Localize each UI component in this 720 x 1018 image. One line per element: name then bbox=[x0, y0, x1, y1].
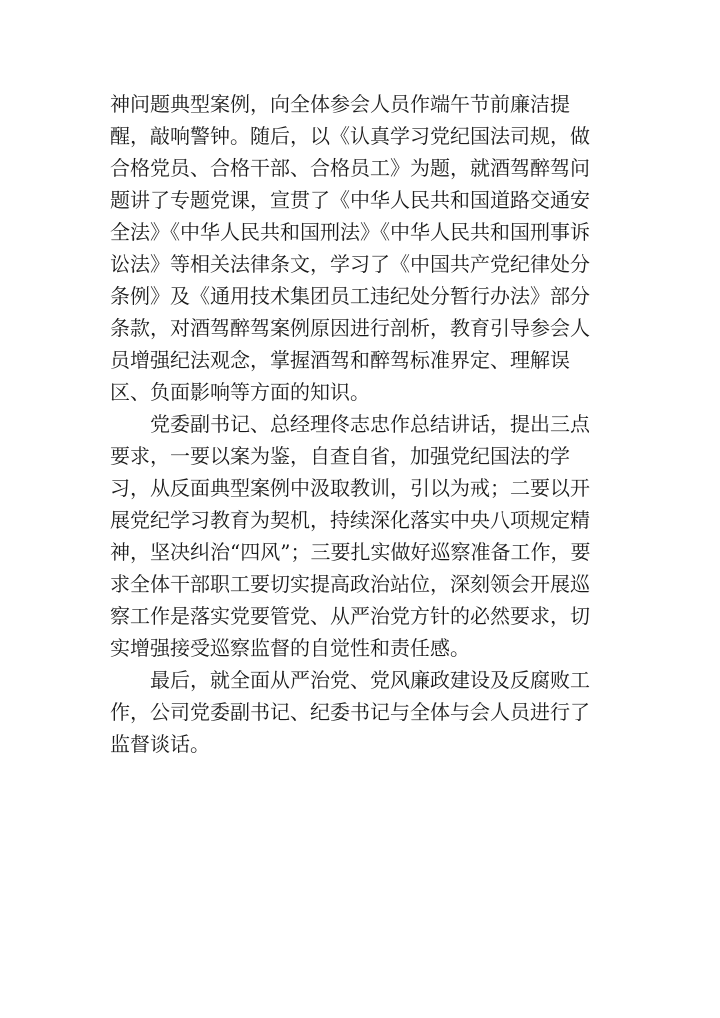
paragraph-line: 展党纪学习教育为契机，持续深化落实中央八项规定精 bbox=[110, 508, 590, 532]
paragraph-line: 作，公司党委副书记、纪委书记与全体与会人员进行了 bbox=[110, 700, 590, 724]
paragraph-line: 最后，就全面从严治党、党风廉政建设及反腐败工 bbox=[150, 668, 590, 692]
paragraph-line: 习，从反面典型案例中汲取教训，引以为戒；二要以开 bbox=[110, 476, 590, 500]
paragraph-line: 条例》及《通用技术集团员工违纪处分暂行办法》部分 bbox=[110, 284, 590, 308]
paragraph-line: 监督谈话。 bbox=[110, 732, 210, 756]
paragraph-line: 醒，敲响警钟。随后，以《认真学习党纪国法司规，做 bbox=[110, 124, 590, 148]
paragraph-line: 求全体干部职工要切实提高政治站位，深刻领会开展巡 bbox=[110, 572, 590, 596]
paragraph-line: 条款，对酒驾醉驾案例原因进行剖析，教育引导参会人 bbox=[110, 316, 590, 340]
document-body bbox=[110, 88, 610, 760]
paragraph-line: 题讲了专题党课，宣贯了《中华人民共和国道路交通安 bbox=[110, 188, 590, 212]
paragraph-line: 实增强接受巡察监督的自觉性和责任感。 bbox=[110, 636, 470, 660]
paragraph-line: 全法》《中华人民共和国刑法》《中华人民共和国刑事诉 bbox=[110, 220, 590, 244]
paragraph-2 bbox=[110, 408, 610, 664]
paragraph-line: 察工作是落实党要管党、从严治党方针的必然要求，切 bbox=[110, 604, 590, 628]
paragraph-line: 区、负面影响等方面的知识。 bbox=[110, 380, 370, 404]
paragraph-line: 要求，一要以案为鉴，自查自省，加强党纪国法的学 bbox=[110, 444, 570, 468]
paragraph-3 bbox=[110, 664, 610, 760]
paragraph-line: 员增强纪法观念，掌握酒驾和醉驾标准界定、理解误 bbox=[110, 348, 570, 372]
paragraph-line: 合格党员、合格干部、合格员工》为题，就酒驾醉驾问 bbox=[110, 156, 590, 180]
paragraph-line: 讼法》等相关法律条文，学习了《中国共产党纪律处分 bbox=[110, 252, 590, 276]
paragraph-line: 神，坚决纠治“四风”；三要扎实做好巡察准备工作，要 bbox=[110, 540, 591, 564]
paragraph-line: 神问题典型案例，向全体参会人员作端午节前廉洁提 bbox=[110, 92, 570, 116]
paragraph-line: 党委副书记、总经理佟志忠作总结讲话，提出三点 bbox=[150, 412, 590, 436]
paragraph-1 bbox=[110, 88, 610, 408]
